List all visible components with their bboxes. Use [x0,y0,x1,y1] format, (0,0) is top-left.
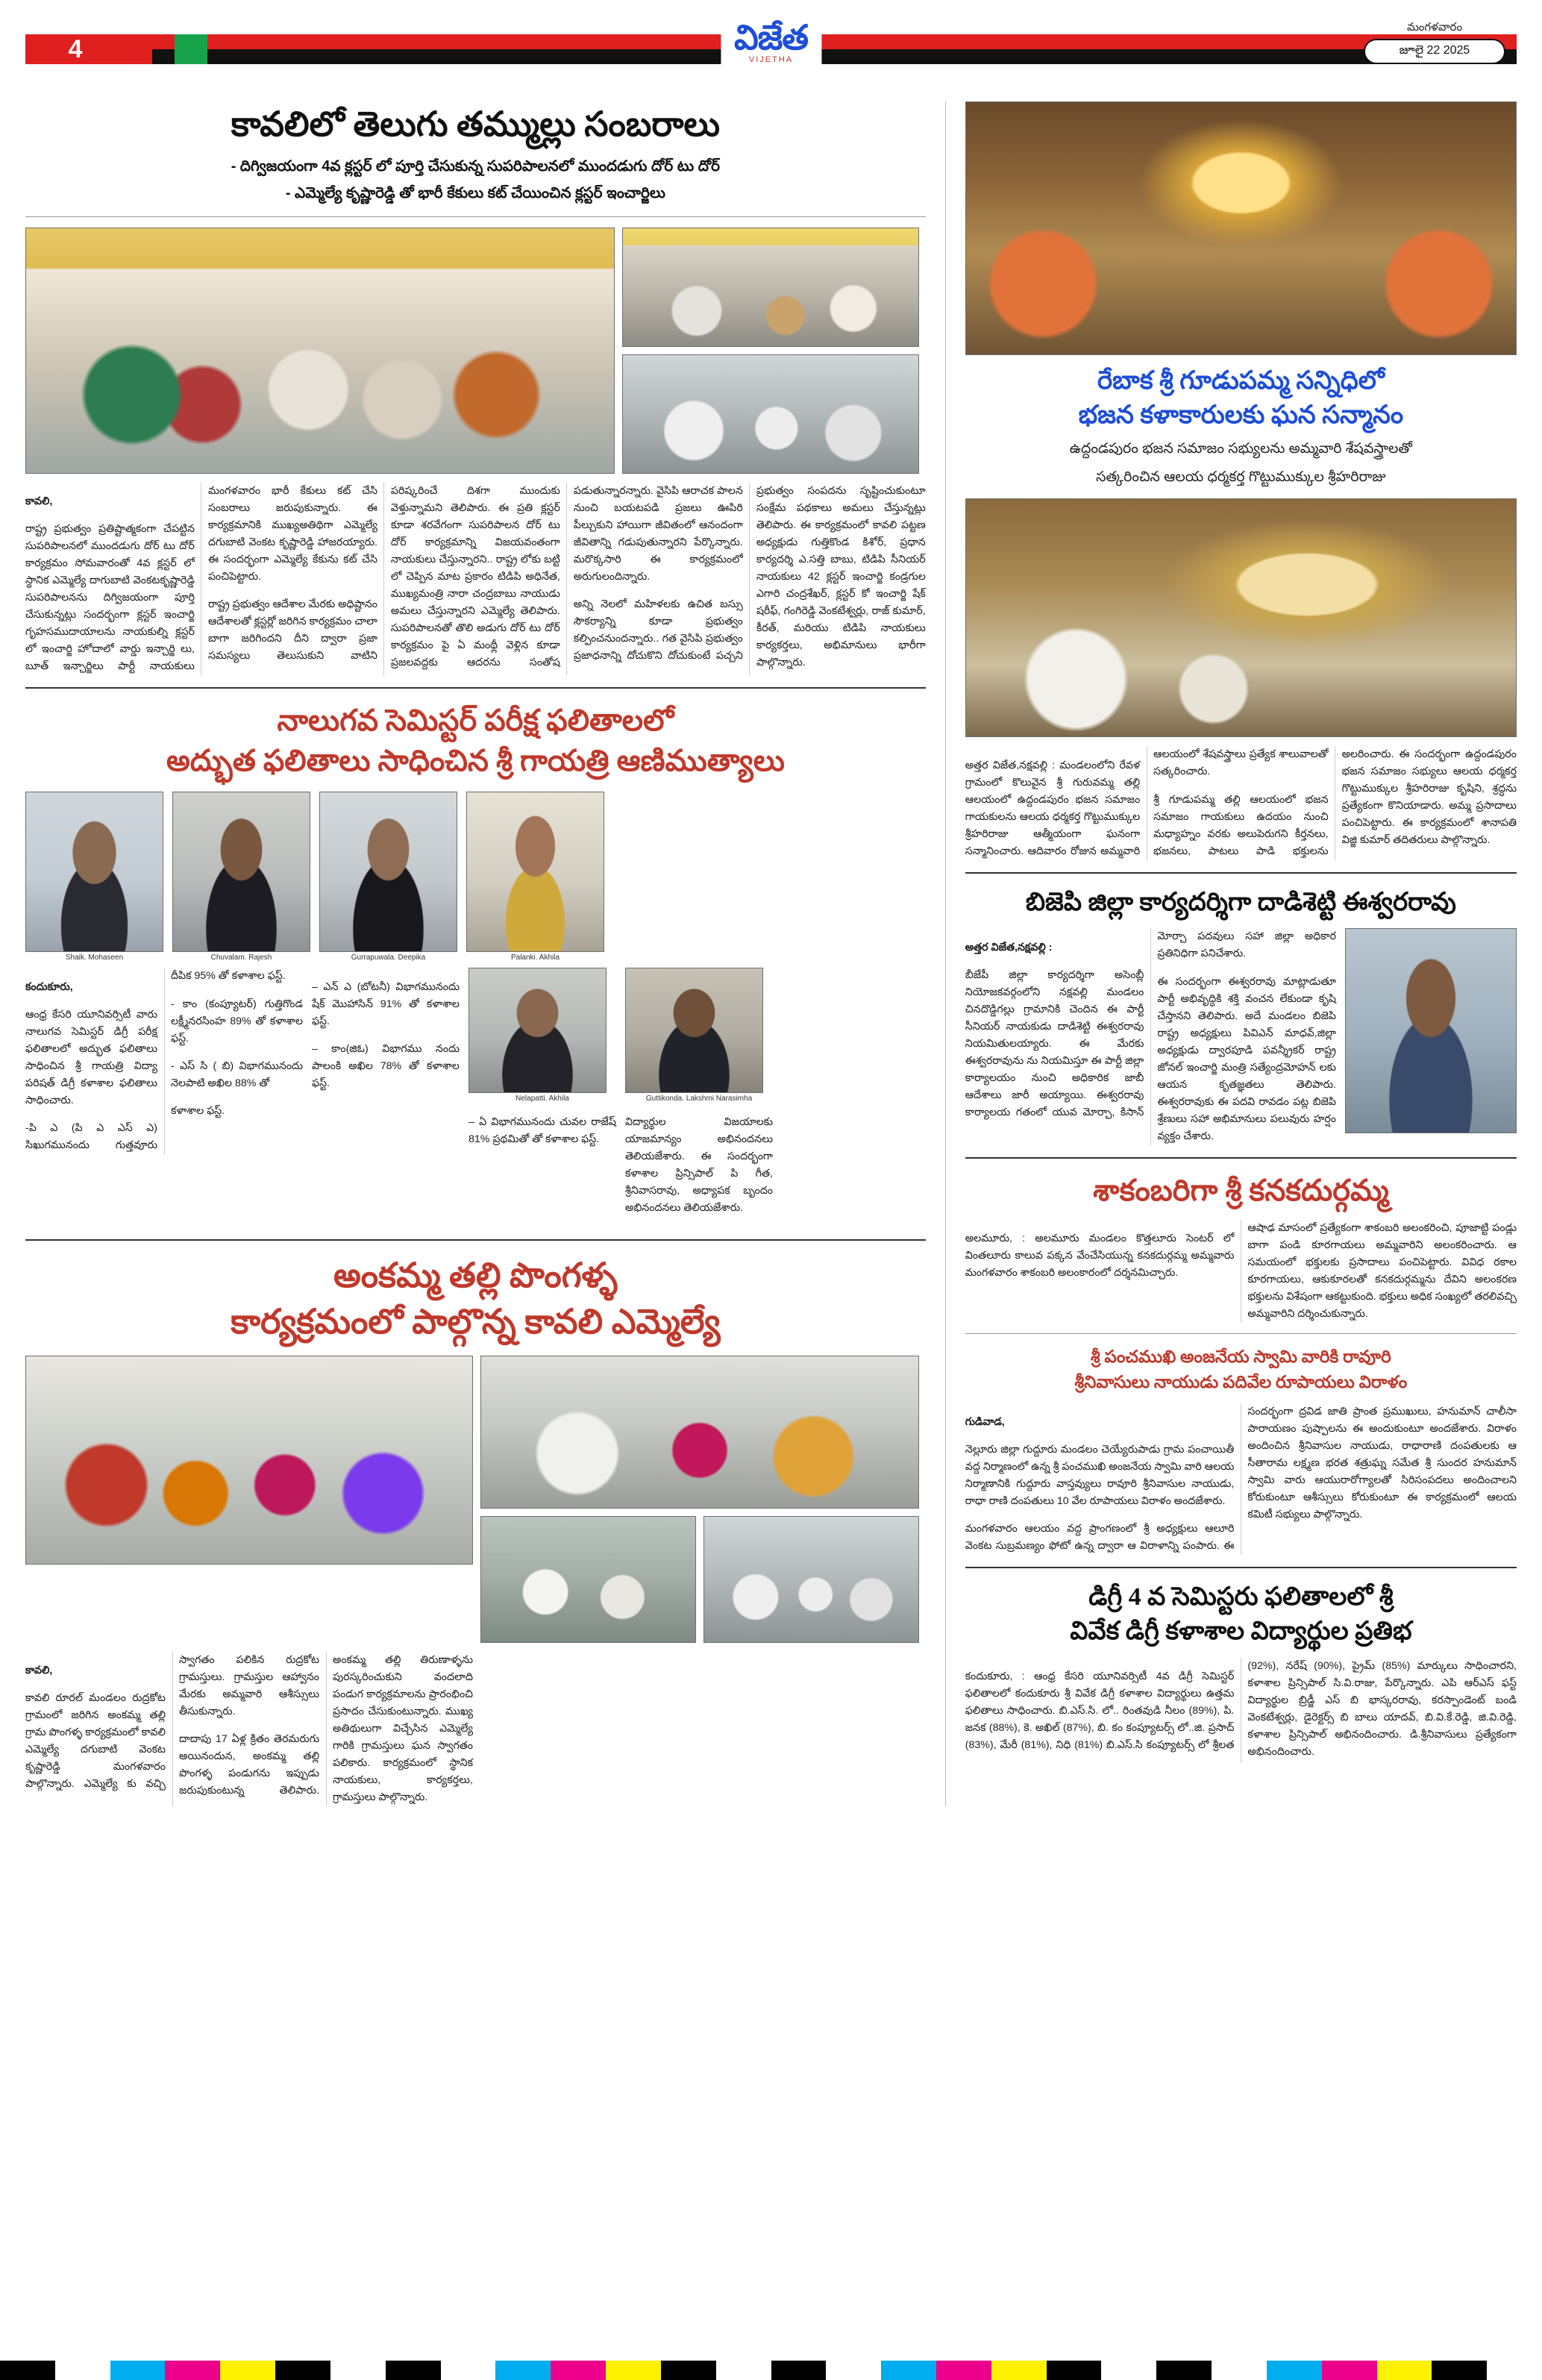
rstory3-para-1: అలమూరు, : అలమూరు మండలం కొత్తలూరు సెంటర్ లో వింతలూరు కాలువ పక్కన వేంచేసియున్న కనకదుర్గమ్మ అమ్మవారు మంగళవారం శాకంబరి అలంకారంలో దర్శనమిచ్చారు. [965,1232,1235,1279]
pongala-family-photo [480,1356,919,1509]
rstory2-body-area [965,928,1517,1144]
story1-para-2: రాష్ట్ర ప్రభుత్వం ఆదేశాల మేరకు అధిష్టానం ఆదేశాలతో క్లస్టర్లో జరిగిన కార్యక్రమం చాలా బాగా జరిగిందని దీని ద్వారా ప్రజా సమస్యలు తెలుసుకుని వాటిని పరిష్కరించే దిశగా ముందుకు వెళ్తున్నామని తెలిపారు. ఈ ప్రతి క్లస్టర్ కూడా శరవేగంగా సుపరిపాలన దోర్ టు దోర్ కార్యక్రమాన్ని విజయవంతంగా నాయకులు చేస్తున్నారని.. రాష్ట్ర లోకు బట్టి లో చెప్పిన మాట ప్రకారం టిడిపి అధినేత, ముఖ్యమంత్రి నారా చంద్రబాబు నాయుడు అమలు చేస్తున్నారని ఎమ్మెల్యే తెలిపారు. సుపరిపాలనతో తొలి అడుగు దోర్ టు దోర్ కార్యక్రమం పై ఏ మంథ్లీ వెళ్లిన కూడా ప్రజలవద్దకు ఆదరను సంతోష పడుతున్నారన్నారు. వైసిపి ఆరాచక పాలన నుంచి బయటపడి ప్రజలు ఊపిరి పీల్చుకుని హాయిగా జీవితంలో ఆనందంగా జీవితాన్ని గడుపుతున్నారని పేర్కొన్నారు. మరొక్కసారి ఈ కార్యక్రమంలో అరుగులందిన్నారు. [207,485,743,669]
divider [965,1567,1517,1568]
story1-para-3: అన్ని నెలలో మహిళలకు ఉచిత బస్సు సౌకర్యాన్ని కూడా ప్రభుత్వం కల్పించనుందన్నారు.. గత వైసిపి ప్రభుత్వం ప్రజాధనాన్ని దోచుకొని దోచుకుంటే పచ్చని ప్రభుత్వం సంపదను సృష్టించుకుంటూ సంక్షేమ పథకాలు అమలు చేస్తున్నట్లు తెలిపారు. ఈ కార్యక్రమంలో కావలి పట్టణ అధ్యక్షుడు గుత్తికొండ కిశోర్, ప్రధాన కార్యదర్శి ఎ.సత్తి బాబు, టిడిపి సీనియర్ నాయకులు 42 క్లస్టర్ ఇంచార్జి కండ్రగుల ఎగారి చంద్రశేఖర్, క్లస్టర్ కో ఇంచార్జి షేక్ షరీఫ్, గంగిరెడ్డి వెంకటేశ్వర్లు, రాజ్ కుమార్, కీరత్, మరియు టిడిపి నాయకులు కార్యకర్తలు, అభిమానులు భారీగా పాల్గొన్నారు. [573,485,926,669]
student-caption-4: Palanki. Akhila [510,953,560,962]
colorbar-swatch [716,2361,771,2380]
story2-body-mid [312,979,460,1092]
divider [25,687,926,689]
colorbar-swatch [1267,2361,1322,2380]
student-photo-6 [625,968,763,1093]
colorbar-swatch [165,2361,220,2380]
rstory1-deck-line2: సత్కరించిన ఆలయ ధర్మకర్త గొట్టుముక్కుల శ్రీహరిరాజు [1096,469,1386,486]
colorbar-swatch [386,2361,441,2380]
story2-body-col4 [625,1114,773,1217]
colorbar-swatch [55,2361,110,2380]
rstory3-para-2: ఆషాఢ మాసంలో ప్రత్యేకంగా శాకంబరి అలంకరించి, పూజాట్టి పండ్లు బాగా పండి కూరగాయలు అమ్మవారిని అలంకరించారు. ఆ సమయంలో భక్తులకు ప్రసాదాలు పంచిపెట్టారు. వివిధ రకాల కూరగాయలు, ఆకుకూరలతో కనకదుర్గమ్మను దేవిని అలంకరణ భక్తులను విశేషంగా ఆకట్టుకుంది. భక్తులు అధిక సంఖ్యలో తరలివచ్చి అమ్మవారిని దర్శించుకున్నారు. [1247,1221,1517,1320]
colorbar-swatch [441,2361,496,2380]
student-caption-2: Chuvalam. Rajesh [210,953,272,962]
page-number: 4 [68,34,83,63]
colorbar-swatch [1487,2361,1542,2380]
colorbar-swatch [606,2361,661,2380]
rstory3-headline: శాకంబరిగా శ్రీ కనకదుర్గమ్మ [1093,1173,1389,1207]
colorbar-swatch [275,2361,330,2380]
story1-subhead-1: - దిగ్విజయంగా 4వ క్లస్టర్ లో పూర్తి చేసుకున్న సుపరిపాలనలో ముందడుగు దోర్ టు దోర్ [231,158,721,175]
colorbar-swatch [110,2361,166,2380]
rstory4-para-1: నెల్లూరు జిల్లా గుద్దూరు మండలం చెయ్యేరుపాడు గ్రామ పంచాయితీ వద్ద నిర్మాణంలో ఉన్న శ్రీ పంచముఖి అంజనేయ స్వామి వారి ఆలయ నిర్మాణానికి గుద్దూరు వాస్తవ్యులు రావూరి శ్రీనివాసుల నాయుడు, రాధా రాణి దంపతులు 10 వేల రూపాయలు విరాళం అందజేశారు. [965,1444,1235,1508]
rstory1-body [965,746,1517,859]
story-kavali-tdp [25,101,926,675]
village-meeting-photo [480,1516,696,1643]
rstory2-headline: బిజెపి జిల్లా కార్యదర్శిగా దాడిశెట్టి ఈశ్వరరావు [1025,888,1456,916]
hall-felicitation-photo [25,228,615,474]
story2-para-2: -పి ఎ (పి ఎ ఎస్ ఎ) సిఖుగమునందు గుత్తవూరు దీపిక 95% తో కళాశాల ఫస్ట్. [25,970,286,1152]
student-caption-6: Guttikonda. Lakshmi Narasimha [645,1095,753,1103]
rstory5-headline-line2: వివేక డిగ్రీ కళాశాల విద్యార్థుల ప్రతిభ [1070,1618,1412,1646]
student-photo-1 [25,792,163,952]
rstory1-para-2: శ్రీ గూడుపమ్మ తల్లి ఆలయంలో భజన సమాజం గాయకులు ఉదయం నుంచి మధ్యాహ్నం వరకు అలుపెరుగని కీర్తనలు, భజనలు, పాటలు పాడి భక్తులను అలరించారు. ఈ సందర్భంగా ఉద్దండపురం భజన సమాజం సభ్యులు ఆలయ ధర్మకర్త గొట్టుముక్కుల శ్రీహరిరాజు కృషిని, శ్రద్ధను ప్రత్యేకంగా కొనియాడారు. అమ్మ ప్రసాదాలు పంచిపెట్టారు. ఈ కార్యక్రమంలో శానాపతి విజ్జి కుమార్ తదితరులు పాల్గొన్నారు. [1153,748,1517,857]
colorbar-swatch [551,2361,606,2380]
colorbar-swatch [1156,2361,1212,2380]
street-rally-photo [622,228,919,347]
divider [965,1157,1517,1159]
rstory4-para-2: మంగళవారం ఆలయం వద్ద ప్రాంగణంలో శ్రీ అధ్యక్షులు ఆలూరి వెంకట సుబ్రమణ్యం ఫోటో ఉన్న ద్వారా ఆ విరాళాన్ని పంపారు. ఈ సందర్భంగా ద్రవిడ జాతి ప్రాంత ప్రముఖులు, హనుమాన్ చాలీసా పారాయణం పుష్పాలను ఈ అందుకుంటూ అందజేశారు. విరాళం అందించిన శ్రీనివాసుల నాయుడు, రాధారాణి దంపతులకు ఆ సీతారామ లక్ష్మణ భరత శత్రుఘ్న సమేత శ్రీ సుందర హనుమాన్ స్వామి వారు ఆయురారోగ్యాలతో సిరిసంపదలు అందించాలని కోరుకుంటూ ఆశీస్సులు కోరుకుంటూ ఈ కార్యక్రమంలో ఆలయ కమిటీ సభ్యులు పాల్గొన్నారు. [965,1405,1517,1553]
story-ankamma-pongalla [25,1253,926,1806]
student-photo-2 [172,792,310,952]
story2-para-4: - ఎస్ సి ( బి) విభాగమునందు నెలపాటి అఖిల 88% తో [171,1059,303,1089]
divider [965,1333,1517,1334]
masthead [25,16,1517,88]
colorbar-swatch [991,2361,1047,2380]
story-anjaneya-donation [965,1344,1517,1556]
rstory3-body [965,1220,1517,1323]
date-label: జూలై 22 2025 [1364,39,1505,64]
colorbar-swatch [495,2361,551,2380]
colorbar-swatch [881,2361,936,2380]
story2-para-7: – కాం(జిఓ) విభాగము నందు పాలంకి అఖిల 78% తో కళాశాల ఫస్ట్. [312,1042,460,1089]
paper-logo[interactable] [721,19,821,66]
story2-para-6: – ఎన్ ఎ (బోటనీ) విభాగమునందు షేక్ మొహాసిన్ 91% తో కళాశాల ఫస్ట్. [312,980,460,1027]
story2-dateline: కందుకూరు, [25,980,73,993]
rstory1-para-1: అత్తర విజేత,నక్షవల్లి : మండలంలోని రేవళ గ్రామంలో కొలువైన శ్రీ గురువమ్మ తల్లి ఆలయంలో ఉద్దండపురం భజన సమాజం గాయకులను ఆలయ ధర్మకర్త గొట్టుముక్కుల శ్రీహరిరాజు ఆత్మీయంగా ఘనంగా సన్మానించారు. ఆదివారం రోజున అమ్మవారి ఆలయంలో శేషవస్త్రాలు ప్రత్యేక శాలువాలతో సత్కరించారు. [965,748,1329,857]
rstory4-body [965,1403,1517,1556]
divider [25,216,926,217]
rstory2-para-2: ఈ సందర్భంగా ఈశ్వరరావు మాట్లాడుతూ పార్టీ అభివృద్ధికి శక్తి వంచన లేకుండా కృషి చేస్తానని తెలిపారు. అదే మండలం బిజెపి రాష్ట్ర అధ్యక్షులు పివిఎన్ మాధవ్,జిల్లా అధ్యక్షుడు ద్వారపూడి పవన్శ్రీకర్ రాష్ట్ర జోనల్ ఇంచార్జి మంత్రి సత్యేంద్రమోహన్ లకు ఆయన కృతజ్ఞతలు తెలిపారు. ఈశ్వరరావుకు ఈ పదవి రావడం పట్ల బిజెపి శ్రేణులు సహా అభిమానులు పలువురు హర్షం వ్యక్తం చేశారు. [1157,975,1336,1142]
pongala-women-photo [25,1356,473,1565]
rstory4-headline-line2: శ్రీనివాసులు నాయుడు పదివేల రూపాయలు విరాళం [1074,1373,1408,1392]
story2-body-col3 [468,1114,616,1148]
divider [965,872,1517,874]
rstory2-dateline: అత్తర విజేత,నక్షవల్లి : [965,941,1053,953]
colorbar-swatch [1101,2361,1156,2380]
rstory2-body [965,928,1336,1144]
story2-para-5: కళాశాల ఫస్ట్. [171,1105,225,1118]
story1-photo-strip [25,228,926,474]
colorbar-segment [1156,2361,1542,2380]
story2-para-8: – ఏ విభాగమునందు చువల రాజేష్ 81% ప్రథమితో తో కళాశాల ఫస్ట్. [468,1115,616,1145]
student-caption-3: Gurrapuwala. Deepika [351,953,426,962]
colorbar-swatch [771,2361,827,2380]
story3-para-2: దాదాపు 17 ఏళ్ల క్రితం తెరమరుగు అయినందున, అంకమ్మ తల్లి పొంగళ్ళ పండుగను ఇప్పుడు జరుపుకుంటున్న తెలిపారు. అంకమ్మ తల్లి తిరుణాళ్ళను పురస్కరించుకుని వందలాది పండుగ కార్యక్రమాలను ప్రారంభించి ప్రసాదం చేసుకుంటున్నారు. ముఖ్య అతిథులుగా విచ్చేసిన ఎమ్మెల్యే గారికి గ్రామస్తులు ఘన స్వాగతం పలికారు. కార్యక్రమంలో స్థానిక నాయకులు, కార్యకర్తలు, గ్రామస్తులు పాల్గొన్నారు. [179,1654,473,1804]
story3-dateline: కావలి, [25,1665,53,1677]
story3-headline-line1: అంకమ్మ తల్లి పొంగళ్ళ [333,1256,618,1294]
temple-bhajana-photo [965,498,1517,737]
colorbar-swatch [1212,2361,1267,2380]
student-photo-4 [466,792,604,952]
rstory1-deck-line1: ఉద్దండపురం భజన సమాజం సభ్యులను అమ్మవారి శేషవస్త్రాలతో [1069,440,1412,457]
story2-photo-area [25,792,926,962]
paper-name-latin: VIJETHA [748,55,794,64]
day-label: మంగళవారం [1406,21,1463,34]
student-caption-1: Shaik. Mohaseen [65,953,124,962]
right-column [965,101,1517,1806]
colorbar-swatch [1047,2361,1102,2380]
story-vivek-degree-results [965,1580,1517,1762]
story2-body-left [25,968,303,1154]
rstory4-headline-line1: శ్రీ పంచముఖి అంజనేయ స్వామి వారికి రావూరి [1091,1347,1391,1366]
student-photo-3 [319,792,457,952]
date-block [1353,21,1517,64]
story3-headline-line2: కార్యక్రమంలో పాల్గొన్న కావలి ఎమ్మెల్యే [231,1302,721,1341]
story3-para-1: కావలి రూరల్ మండలం రుద్రకోట గ్రామంలో జరిగిన అంకమ్మ తల్లి గ్రామ పొంగళ్ళ కార్యక్రమంలో కావలి ఎమ్మెల్యే దగుబాటి వెంకట కృష్ణారెడ్డి మంగళవారం పాల్గొన్నారు. ఎమ్మెల్యే కు వచ్చి స్వాగతం పలికిన రుద్రకోట గ్రామస్తులు. గ్రామస్తుల ఆహ్వానం మేరకు అమ్మవారి ఆశీస్సులు తీసుకున్నారు. [25,1654,319,1791]
house-visit-photo [703,1516,919,1643]
colorbar-segment [386,2361,771,2380]
masthead-green-accent [175,34,207,64]
student-caption-5: Nelapatti. Akhila [515,1095,569,1103]
colorbar-swatch [0,2361,55,2380]
story2-headline-line1: నాలుగవ సెమిస్టర్ పరీక్ష ఫలితాలలో [277,704,674,738]
colorbar-swatch [1322,2361,1377,2380]
rstory2-para-1: బీజేపీ జిల్లా కార్యదర్శిగా అసెంబ్లీ నియోజకవర్గంలోని నక్షవల్లి మండలం చినదొడ్డిగల్లు గ్రామానికి చెందిన ఈ పార్టీ సీనియర్ నాయకుడు దాడిశెట్టి ఈశ్వరరావు నియమితులయ్యారు. ఈ మేరకు ఈశ్వరరావును ను నియమిస్తూ ఈ పార్టీ జిల్లా కార్యాలయం నుంచి అధికారిక జాబీ ఆదేశాలు జారీ అయ్యాయి. ఈశ్వరరావు కార్యాలయ గతంలో యువ మోర్చా, కిసాన్ మోర్చా పదవులు సహా జిల్లా అధికార ప్రతినిధిగా పనిచేశారు. [965,930,1336,1118]
colorbar-swatch [936,2361,991,2380]
colorbar-swatch [826,2361,881,2380]
color-registration-bar [0,2361,1542,2380]
bjp-leader-portrait [1345,928,1517,1133]
rstory4-dateline: గుడివాడ, [965,1415,1005,1428]
divider [25,1239,926,1241]
colorbar-swatch [661,2361,716,2380]
colorbar-swatch [1432,2361,1487,2380]
story-gayatri-results [25,701,926,1227]
story-shakambari [965,1171,1517,1323]
story3-photo-area [25,1356,926,1643]
story2-para-3: - కాం (కంప్యూటర్) గుత్తిగొండ లక్ష్మీనరసింహ 89% తో కళాశాల ఫస్ట్. [171,998,303,1045]
cake-cutting-photo [622,354,919,474]
story1-headline: కావలిలో తెలుగు తమ్ముల్లు సంబరాలు [231,105,720,143]
story1-subhead-2: - ఎమ్మెల్యే కృష్ణారెడ్డి తో భారీ కేకులు కట్ చేయించిన క్లస్టర్ ఇంచార్జిలు [285,185,665,202]
story-rebaka-temple [965,101,1517,860]
rstory5-para-1: కందుకూరు, : ఆంధ్ర కేసరి యూనివర్సిటీ 4వ డిగ్రీ సెమిస్టర్ ఫలితాలలో కందుకూరు శ్రీ వివేక డిగ్రీ కళాశాల విద్యార్థులు ఉత్తమ ఫలితాలు సాధించారు. బి.ఎస్.సి. లో.. రింతవుడి నీలం (89%), పి. జనక (88%), కె. అఖిల్ (87%), బి. కం కంప్యూటర్స్ లో..జి. ప్రసాద్ (83%), మేరీ (81%), నిధి (81%) బి.ఎస్.సి కంప్యూటర్స్ లో శ్రీలత (92%), నరేష్ (90%), ప్రైమ్ (85%) మార్కులు సాధించారని, కళాశాల ప్రిన్సిపాల్ సి.వి.రాజు, పేర్కొన్నారు. ఎపి ఆర్ఎస్ ఫస్ట్ విద్యార్థుల బ్రిడ్జీ ఎస్ బి భాస్కరరావు, కరస్పాండెంట్ బండి వెంకటేశ్వర్లు, డైరెక్టర్స్ బి బాలు యాదవ్, బి.వి.కే.రెడ్డి, జి.వి.రెడ్డి, కళాశాల ప్రిన్సిపాల్ అభినందించారు. డి.శ్రీనివాసులు ప్రత్యేకంగా అభినందించారు. [965,1659,1517,1758]
story1-para-1: రాష్ట్ర ప్రభుత్వం ప్రతిష్టాత్మకంగా చేపట్టిన సుపరిపాలనలో ముందడుగు దోర్ టు దోర్ కార్యక్రమం సోమవారంతో 4వ క్లస్టర్ లో స్థానిక ఎమ్మెల్యే దాగుబాటి వెంకటకృష్ణారెడ్డి సుపరిపాలనను దిగ్విజయంగా పూర్తి చేసుకున్నట్లు సందర్భంగా క్లస్టర్ ఇంచార్జి గృహసముదాయాలను నాయకుల్ని క్లస్టర్ లో ఇంచార్జి హోదాలో వార్డు ఇన్చార్జి లు, బూత్ ఇన్చార్జిలు పార్టీ నాయకులు మంగళవారం భారీ కేకులు కట్ చేసి సంబరాలు జరుపుకున్నారు. ఈ కార్యక్రమానికి ముఖ్యఅతిథిగా ఎమ్మెల్యే దగుబాటి వెంకట కృష్ణారెడ్డి హాజరయ్యారు. ఈ సందర్భంగా ఎమ్మెల్యే కేకును కట్ చేసి పంచిపెట్టారు. [25,485,377,673]
story1-body [25,483,926,675]
rstory1-headline-line1: రేబాక శ్రీ గూడుపమ్మ సన్నిధిలో [1097,367,1385,395]
colorbar-swatch [330,2361,386,2380]
story2-headline-line2: అద్భుత ఫలితాలు సాధించిన శ్రీ గాయత్రి ఆణిముత్యాలు [166,744,785,778]
story2-para-1: ఆంధ్ర కేసరి యూనివర్సిటీ వారు నాలుగవ సెమిస్టర్ డిగ్రీ పరీక్ష ఫలితాలలో అద్భుత ఫలితాలు సాధించిన శ్రీ గాయత్రి విద్యా పరిషత్ డిగ్రీ కళాశాల ఫలితాలు సాధించారు. [25,1008,157,1106]
story2-para-9: విద్యార్థుల విజయాలకు యాజమాన్యం అభినందనలు తెలియజేశారు. ఈ సందర్భంగా కళాశాల ప్రిన్సిపాల్ పి గీత, శ్రీనివాసరావు, అధ్యాపక బృందం అభినందనలు తెలియజేశారు. [625,1115,773,1214]
left-column [25,101,926,1806]
story2-body-area [25,968,926,1227]
temple-deity-photo [965,101,1517,355]
rstory1-headline-line2: భజన కళాకారులకు ఘన సన్మానం [1078,401,1404,429]
rstory5-headline-line1: డిగ్రీ 4 వ సెమిస్టరు ఫలితాలలో శ్రీ [1088,1583,1394,1612]
story-bjp-secretary [965,886,1517,1145]
story3-body [25,1652,473,1806]
column-rule [945,101,946,1806]
colorbar-swatch [1377,2361,1432,2380]
page-content [25,101,1517,1806]
story1-dateline: కావలి, [25,495,53,508]
rstory5-body [965,1658,1517,1763]
paper-name: విజేత [733,19,809,57]
colorbar-segment [0,2361,386,2380]
colorbar-segment [771,2361,1157,2380]
colorbar-swatch [220,2361,275,2380]
student-photo-5 [468,968,607,1093]
